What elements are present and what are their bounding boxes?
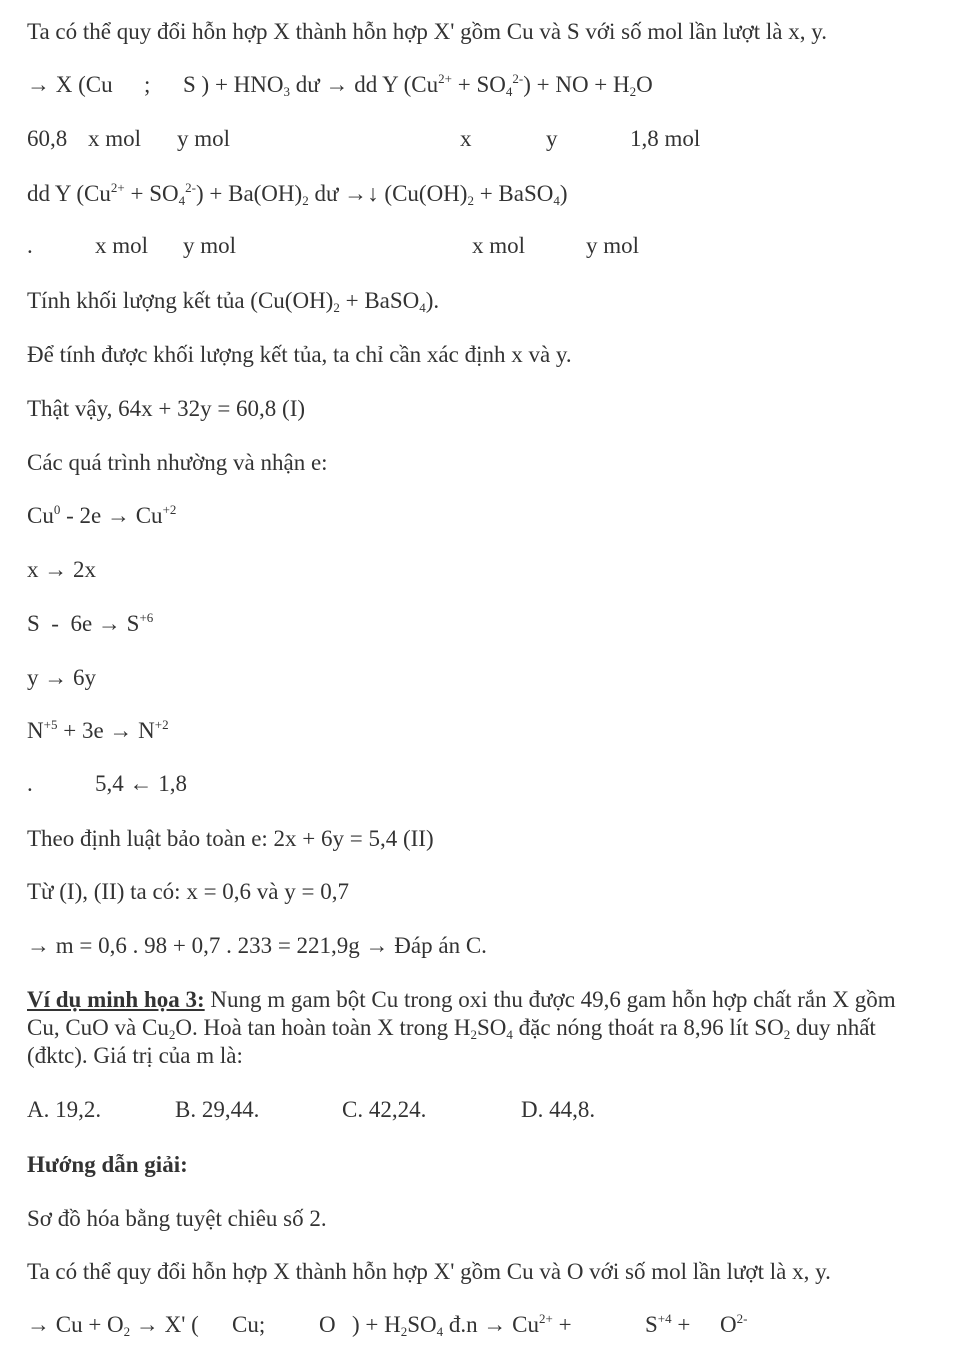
h2so4-o-subscript: 4 [436,1324,444,1339]
example-3-text-1: Nung m gam bột Cu trong oxi thu được 49,6 gam hỗn hợp chất rắn X gồm Cu, CuO và Cu [27,987,896,1040]
cu-oxidation-2: +2 [162,502,177,517]
so4-charge: 2- [512,71,524,86]
intro-line-2: Ta có thể quy đổi hỗn hợp X thành hỗn hợp X' gồm Cu và O với số mol lần lượt là x, y. [27,1259,831,1284]
scheme-line: Sơ đồ hóa bằng tuyệt chiêu số 2. [27,1206,327,1231]
answer-c: C. 42,24. [342,1097,427,1122]
cu-process-a: Cu [27,503,54,528]
so4-charge: 2- [185,180,196,195]
h2so4-h-subscript: 2 [400,1324,408,1339]
baoh2-subscript: 2 [302,193,309,208]
answer-d: D. 44,8. [521,1097,596,1122]
cuoh2-subscript: 2 [333,300,340,315]
reaction-3-d: SO [407,1312,437,1337]
reaction-1-o: O [636,72,653,97]
o-charge: 2- [736,1311,748,1326]
reaction-3-e: đ.n → Cu [443,1312,539,1337]
n-process-a: N [27,718,44,743]
x-mol-label: x mol [88,126,142,151]
cu-process [27,502,176,530]
y-label: y [546,126,558,151]
so2-subscript: 2 [783,1027,791,1042]
reaction-3-rest [352,1312,572,1338]
example-3-label: Ví dụ minh họa 3: [27,987,205,1012]
x-mol-label-2: x mol [472,233,526,258]
example-3-text-4: đặc nóng thoát ra 8,96 lít SO [512,1015,784,1040]
n-process [27,717,169,745]
intro-line: Ta có thể quy đổi hỗn hợp X thành hỗn hợp X' gồm Cu và S với số mol lần lượt là x, y. [27,19,828,44]
h2o-subscript: 2 [629,84,637,99]
answer-b: B. 29,44. [175,1097,260,1122]
precipitate-end: ). [425,288,440,313]
cu-oxidation-0: 0 [53,502,61,517]
s-ratio: y → 6y [27,665,96,690]
reaction-3-s [645,1312,690,1338]
cu2o-subscript: 2 [168,1027,176,1042]
cu-charge: 2+ [110,180,125,195]
example-3-text-2: O. Hoà tan hoàn toàn X trong H [175,1015,471,1040]
s-oxidation-4: +4 [657,1311,672,1326]
example-3-text-3: SO [476,1015,507,1040]
reaction-2 [27,180,568,208]
cu-charge: 2+ [539,1311,553,1326]
so4-subscript: 4 [505,84,513,99]
reaction-3-o: O [319,1312,336,1337]
s-process-a: S - 6e → S [27,611,140,636]
need-line: Để tính được khối lượng kết tủa, ta chỉ cần xác định x và y. [27,342,572,367]
s-oxidation-6: +6 [139,610,154,625]
reaction-2-so: + SO [124,181,179,206]
n-process-b: + 3e → N [57,718,155,743]
n-oxidation-5: +5 [43,717,58,732]
n-ratio-text: 5,4 ← 1,8 [95,771,187,796]
reaction-1-semicolon: ; [144,72,151,97]
reaction-1-s-part: S ) + HNO [183,72,284,97]
reaction-3-o-symbol: O [720,1312,737,1337]
reaction-3-plus: + [552,1312,572,1337]
reaction-3-b: → X' ( [130,1312,199,1337]
baso4-subscript: 4 [419,300,426,315]
reaction-1-so: + SO [451,72,506,97]
dot-marker: . [27,771,33,796]
reaction-2-tail: dư →↓ (Cu(OH) [308,181,468,206]
guide-heading: Hướng dẫn giải: [27,1152,188,1177]
h2so4-o-subscript: 4 [506,1027,513,1042]
x-mol-label: x mol [95,233,149,258]
y-mol-label-2: y mol [586,233,640,258]
reaction-3-cu: Cu; [232,1312,266,1337]
reaction-3-s-symbol: S [645,1312,658,1337]
so4-subscript: 4 [178,193,186,208]
reaction-3-a: → Cu + O [27,1312,124,1337]
reaction-3-start [27,1312,199,1338]
cu-charge: 2+ [438,71,452,86]
reaction-2-start: dd Y (Cu [27,181,111,206]
o2-subscript: 2 [123,1324,131,1339]
precipitate-mid: + BaSO [339,288,420,313]
mass-value: 60,8 [27,126,68,151]
h2so4-h-subscript: 2 [470,1027,477,1042]
s-process [27,610,153,638]
example-3 [27,986,932,1070]
precipitate-mass-line [27,287,439,315]
cu-ratio: x → 2x [27,557,96,582]
reaction-3-c: ) + H [352,1312,401,1337]
baso4-subscript: 4 [553,193,560,208]
y-mol-label: y mol [183,233,237,258]
dot-marker: . [27,233,33,258]
reaction-3-o2 [720,1312,747,1338]
reaction-1-start: → X (Cu [27,72,113,97]
cu-process-b: - 2e → Cu [60,503,163,528]
hno3-subscript: 3 [283,84,291,99]
reaction-1-tail: ) + NO + H [523,72,630,97]
n-oxidation-2: +2 [154,717,169,732]
reaction-2-baso: + BaSO [473,181,554,206]
solve-line: Từ (I), (II) ta có: x = 0,6 và y = 0,7 [27,879,349,904]
reaction-2-close: ) [559,181,568,206]
x-label: x [460,126,472,151]
equation-1-line: Thật vậy, 64x + 32y = 60,8 (I) [27,396,306,421]
process-heading: Các quá trình nhường và nhận e: [27,450,328,475]
reaction-3-plus-2: + [671,1312,691,1337]
result-line: → m = 0,6 . 98 + 0,7 . 233 = 221,9g → Đáp án C. [27,933,487,958]
y-mol-label: y mol [177,126,231,151]
cuoh2-subscript: 2 [467,193,474,208]
no-mol-label: 1,8 mol [630,126,701,151]
answer-a: A. 19,2. [27,1097,102,1122]
reaction-1-body [183,72,653,98]
reaction-1-dd-part: dư → dd Y (Cu [290,72,439,97]
example-3-text-5: duy nhất (đktc). Giá trị của m là: [27,1015,876,1068]
precipitate-text: Tính khối lượng kết tủa (Cu(OH) [27,288,334,313]
reaction-2-ba: ) + Ba(OH) [195,181,303,206]
conservation-line: Theo định luật bảo toàn e: 2x + 6y = 5,4 (II) [27,826,434,851]
